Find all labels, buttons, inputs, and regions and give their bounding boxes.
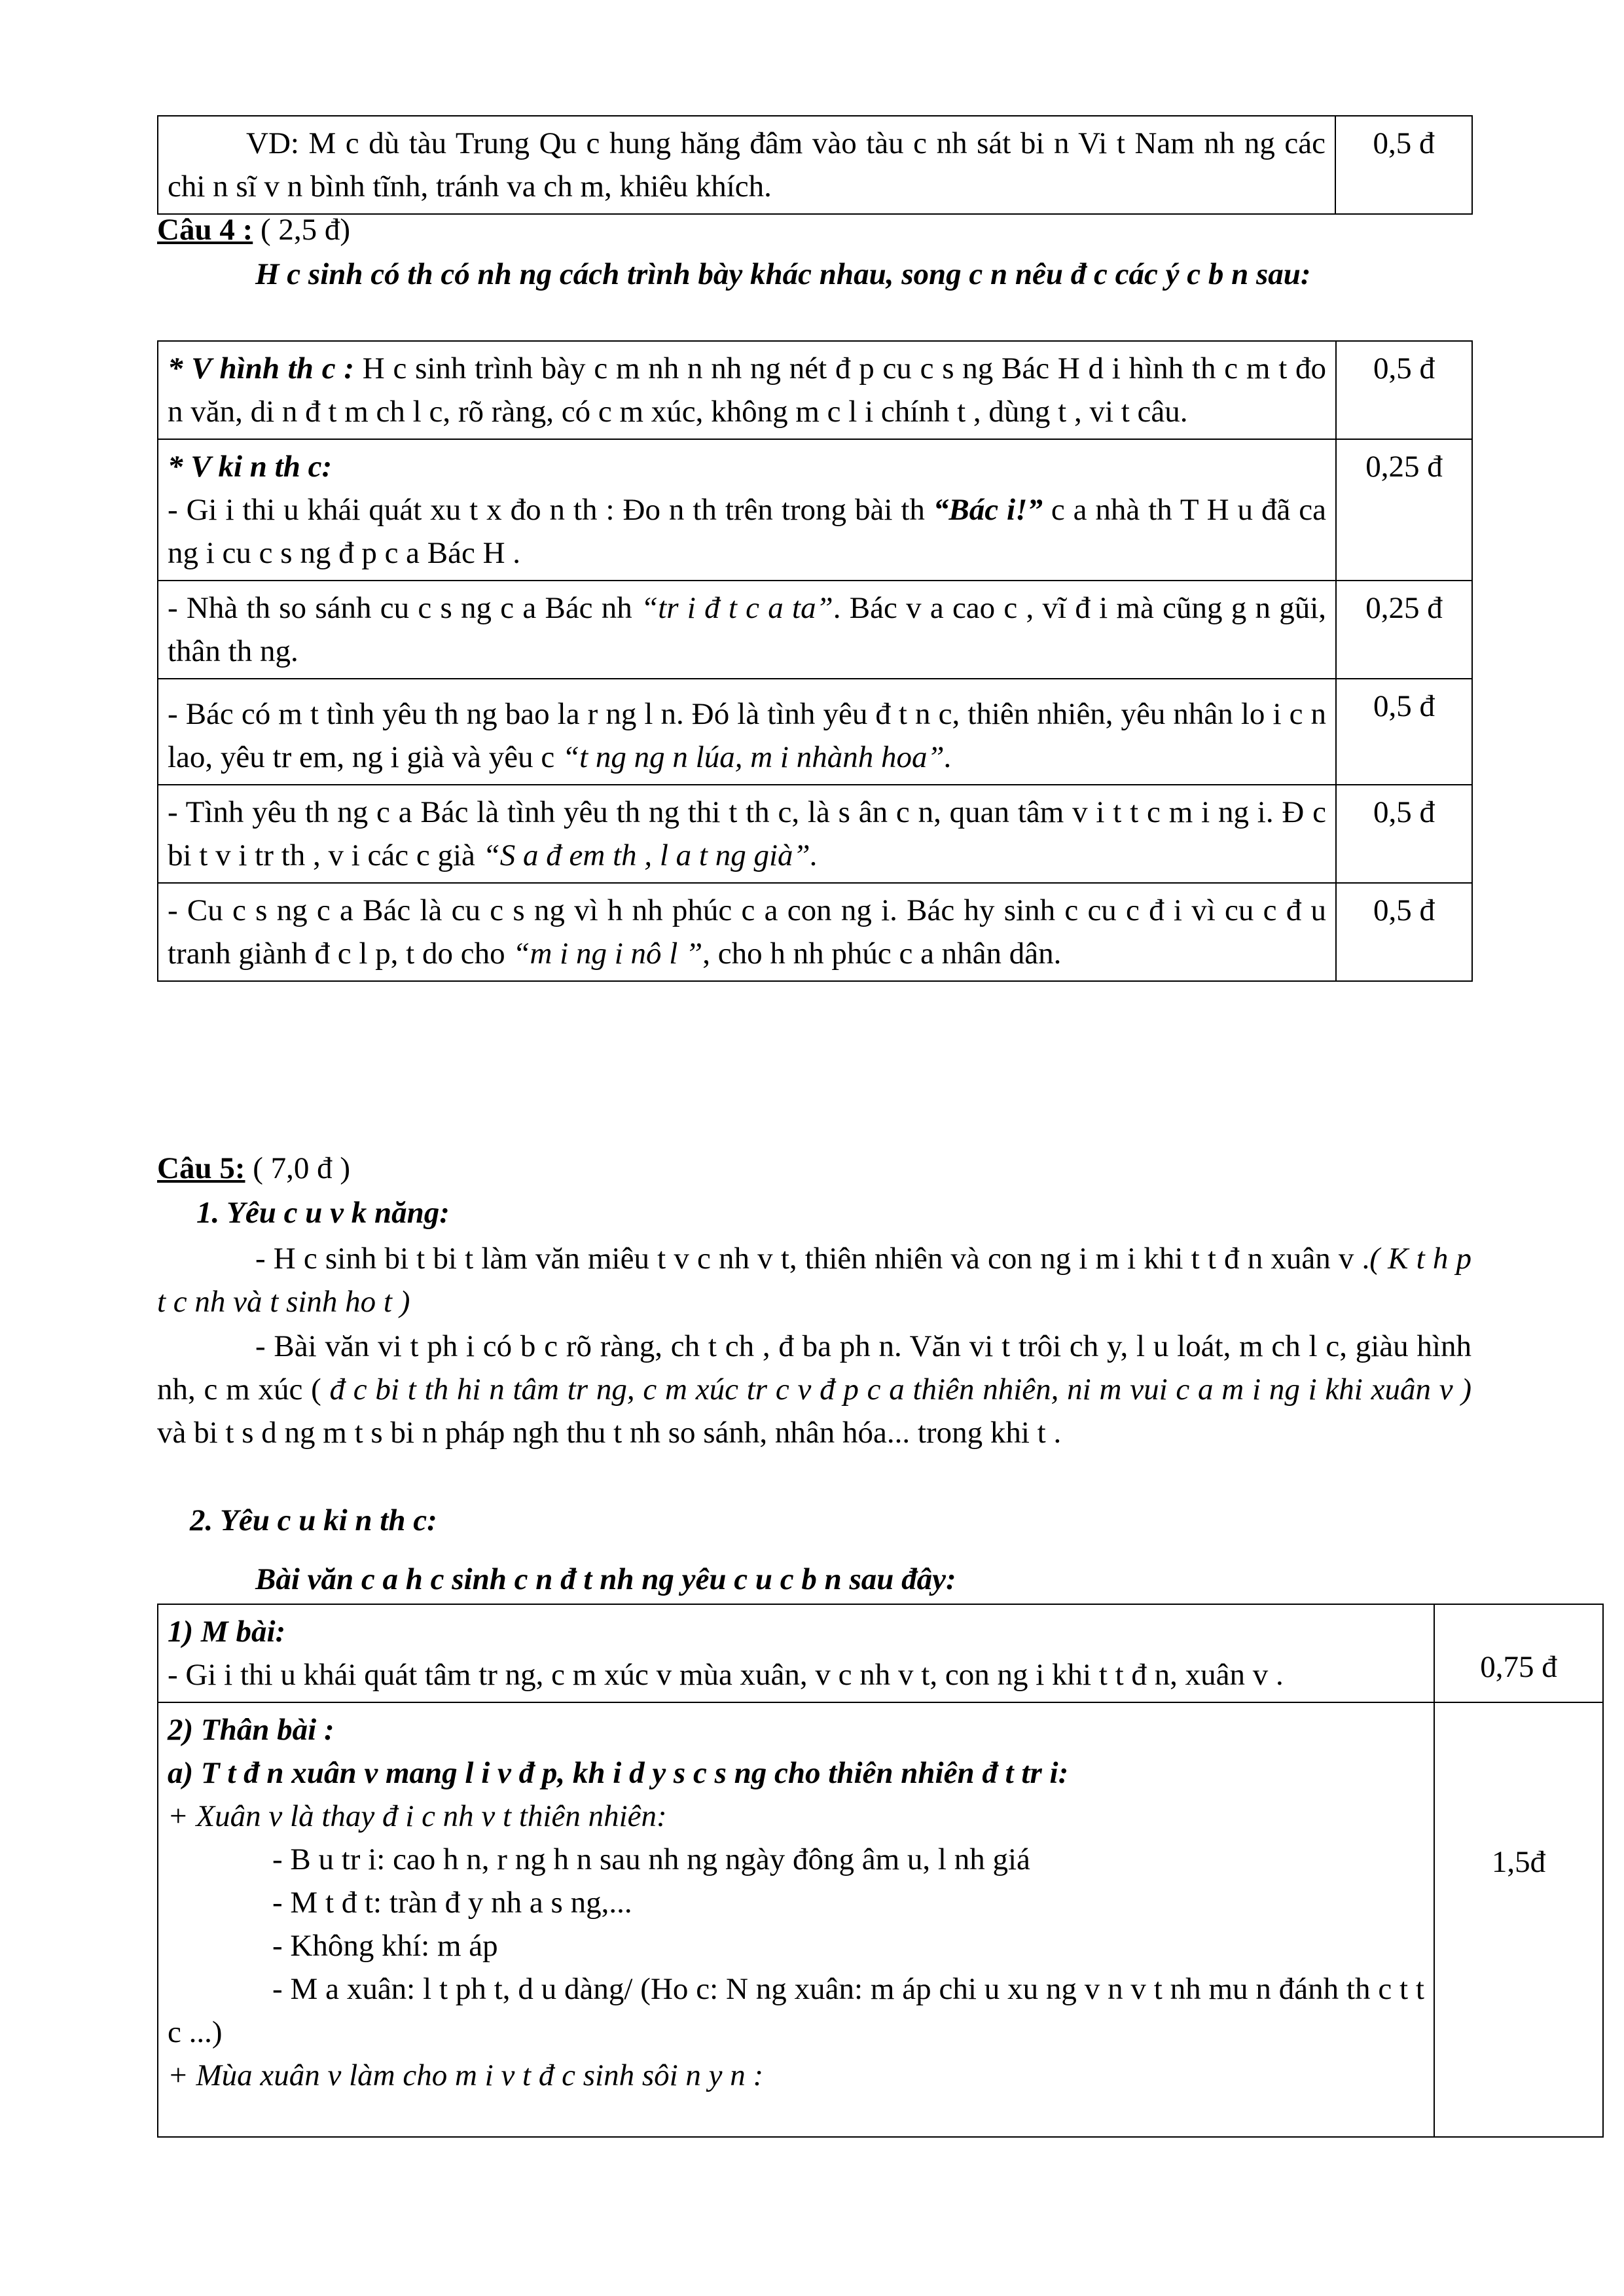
- q5-intro-heading: 1) M bài:: [168, 1615, 286, 1649]
- q5-outline-table: [157, 1604, 1604, 2138]
- q4-r5-cell: [158, 883, 1336, 981]
- q4-r5-quote: “m i ng i nô l ”: [513, 937, 703, 971]
- q5-intro-text: - Gi i thi u khái quát tâm tr ng, c m xúc v mùa xuân, v c nh v t, con ng i khi t t đ n, xuân v .: [168, 1658, 1284, 1692]
- example-table: [157, 115, 1473, 215]
- q5-body-a2: + Mùa xuân v làm cho m i v t đ c sinh sôi n y n :: [168, 2058, 764, 2092]
- q4-points: ( 2,5 đ): [260, 213, 351, 247]
- q5-skill-2-text: - Bài văn vi t ph i có b c rõ ràng, ch t ch , đ ba ph n. Văn vi t trôi ch y, l u loát, m ch l c, giàu hình nh, c m xúc (: [157, 1329, 1471, 1407]
- q4-r4-quote: “S a đ em th , l a t ng già”.: [482, 838, 818, 872]
- q4-r2-prefix: - Nhà th so sánh cu c s ng c a Bác nh: [168, 591, 632, 625]
- example-score: 0,5 đ: [1335, 116, 1472, 214]
- q5-body-a1: + Xuân v là thay đ i c nh v t thiên nhiên:: [168, 1799, 667, 1833]
- q4-form-heading: * V hình th c :: [168, 351, 354, 386]
- q4-r4-cell: [158, 785, 1336, 883]
- q5-intro-score: 0,75 đ: [1434, 1604, 1603, 1702]
- q4-title: Câu 4 :: [157, 213, 253, 247]
- q5-body-heading: 2) Thân bài :: [168, 1713, 334, 1747]
- q4-r2-score: 0,25 đ: [1336, 581, 1472, 679]
- q4-r5-prefix: - Cu c s ng c a Bác là cu c s ng vì h nh phúc c a con ng i. Bác hy sinh c cu c đ i vì cu c đ u tranh giành đ c l p, t do cho: [168, 893, 1326, 971]
- q4-r5-suffix: , cho h nh phúc c a nhân dân.: [702, 937, 1062, 971]
- q5-skill-1-italic: ( K t h p t c nh và t sinh ho t ): [157, 1242, 1471, 1319]
- q4-r1-suffix: c a nhà th T H u đã ca ng i cu c s ng đ p c a Bác H .: [168, 493, 1327, 570]
- q5-skills-heading: 1. Yêu c u v k năng:: [196, 1196, 450, 1230]
- example-text: VD: M c dù tàu Trung Qu c hung hăng đâm vào tàu c nh sát bi n Vi t Nam nh ng các chi n sĩ v n bình tĩnh, tránh va ch m, khiêu khích.: [158, 116, 1335, 214]
- q5-body-a: a) T t đ n xuân v mang l i v đ p, kh i d y s c s ng cho thiên nhiên đ t tr i:: [168, 1756, 1069, 1790]
- q5-points: ( 7,0 đ ): [253, 1151, 351, 1185]
- q4-r3-prefix: - Bác có m t tình yêu th ng bao la r ng l n. Đó là tình yêu đ t n c, thiên nhiên, yêu nhân lo i c n lao, yêu tr em, ng i già và yêu c: [168, 697, 1326, 774]
- q5-skill-1: [157, 1237, 1471, 1323]
- q5-body-item: - Không khí: m áp: [272, 1929, 498, 1963]
- q5-title: Câu 5:: [157, 1151, 245, 1185]
- q4-r2-quote: “tr i đ t c a ta”: [641, 591, 833, 625]
- q4-r3-quote: “t ng ng n lúa, m i nhành hoa”.: [562, 740, 952, 774]
- q5-knowledge-heading: 2. Yêu c u ki n th c:: [190, 1503, 437, 1537]
- q4-r2-suffix: . Bác v a cao c , vĩ đ i mà cũng g n gũi, thân th ng.: [168, 591, 1327, 668]
- q5-skill-1-text: - H c sinh bi t bi t làm văn miêu t v c nh v t, thiên nhiên và con ng i m i khi t t đ n xuân v .: [255, 1242, 1370, 1276]
- q4-r1-prefix: - Gi i thi u khái quát xu t x đo n th : Đo n th trên trong bài th: [168, 493, 925, 527]
- q5-body-score: 1,5đ: [1434, 1702, 1603, 2137]
- q4-intro: H c sinh có th có nh ng cách trình bày khác nhau, song c n nêu đ c các ý c b n sau:: [255, 257, 1311, 291]
- q4-r1-cell: [158, 439, 1336, 581]
- q5-intro-cell: [158, 1604, 1434, 1702]
- q4-r1-score: 0,25 đ: [1336, 439, 1472, 581]
- q4-form-text: H c sinh trình bày c m nh n nh ng nét đ p cu c s ng Bác H d i hình th c m t đo n văn, di n đ t m ch l c, rõ ràng, có c m xúc, không m c l i chính t , dùng t , vi t câu.: [168, 351, 1327, 429]
- q4-r1-title: “Bác i!”: [933, 493, 1043, 527]
- q5-heading: [157, 1147, 350, 1190]
- q5-knowledge-intro: Bài văn c a h c sinh c n đ t nh ng yêu c u c b n sau đây:: [255, 1562, 956, 1596]
- q5-body-item: - M a xuân: l t ph t, d u dàng/ (Ho c: N ng xuân: m áp chi u xu ng v n v t nh mu n đánh th c t t c ...): [168, 1972, 1424, 2049]
- q5-body-cell: [158, 1702, 1434, 2137]
- q5-body-item: - B u tr i: cao h n, r ng h n sau nh ng ngày đông âm u, l nh giá: [272, 1842, 1030, 1876]
- q5-skill-2-suffix: và bi t s d ng m t s bi n pháp ngh thu t nh so sánh, nhân hóa... trong khi t .: [157, 1416, 1062, 1450]
- q4-r3-cell: [158, 679, 1336, 785]
- q5-skill-2: [157, 1325, 1471, 1454]
- q4-r3-score: 0,5 đ: [1336, 679, 1472, 785]
- q4-r4-prefix: - Tình yêu th ng c a Bác là tình yêu th ng thi t th c, là s ân c n, quan tâm v i t t c m i ng i. Đ c bi t v i tr th , v i các c già: [168, 795, 1326, 872]
- q5-body-item: - M t đ t: tràn đ y nh a s ng,...: [272, 1886, 632, 1920]
- q4-heading: [157, 208, 350, 251]
- q4-table: [157, 340, 1473, 982]
- q4-form-cell: [158, 341, 1336, 439]
- q4-knowledge-heading: * V ki n th c:: [168, 450, 333, 484]
- q4-r2-cell: [158, 581, 1336, 679]
- q4-form-score: 0,5 đ: [1336, 341, 1472, 439]
- q4-r4-score: 0,5 đ: [1336, 785, 1472, 883]
- q5-skill-2-italic: đ c bi t th hi n tâm tr ng, c m xúc tr c v đ p c a thiên nhiên, ni m vui c a m i ng i khi xuân v ): [329, 1372, 1471, 1407]
- q4-r5-score: 0,5 đ: [1336, 883, 1472, 981]
